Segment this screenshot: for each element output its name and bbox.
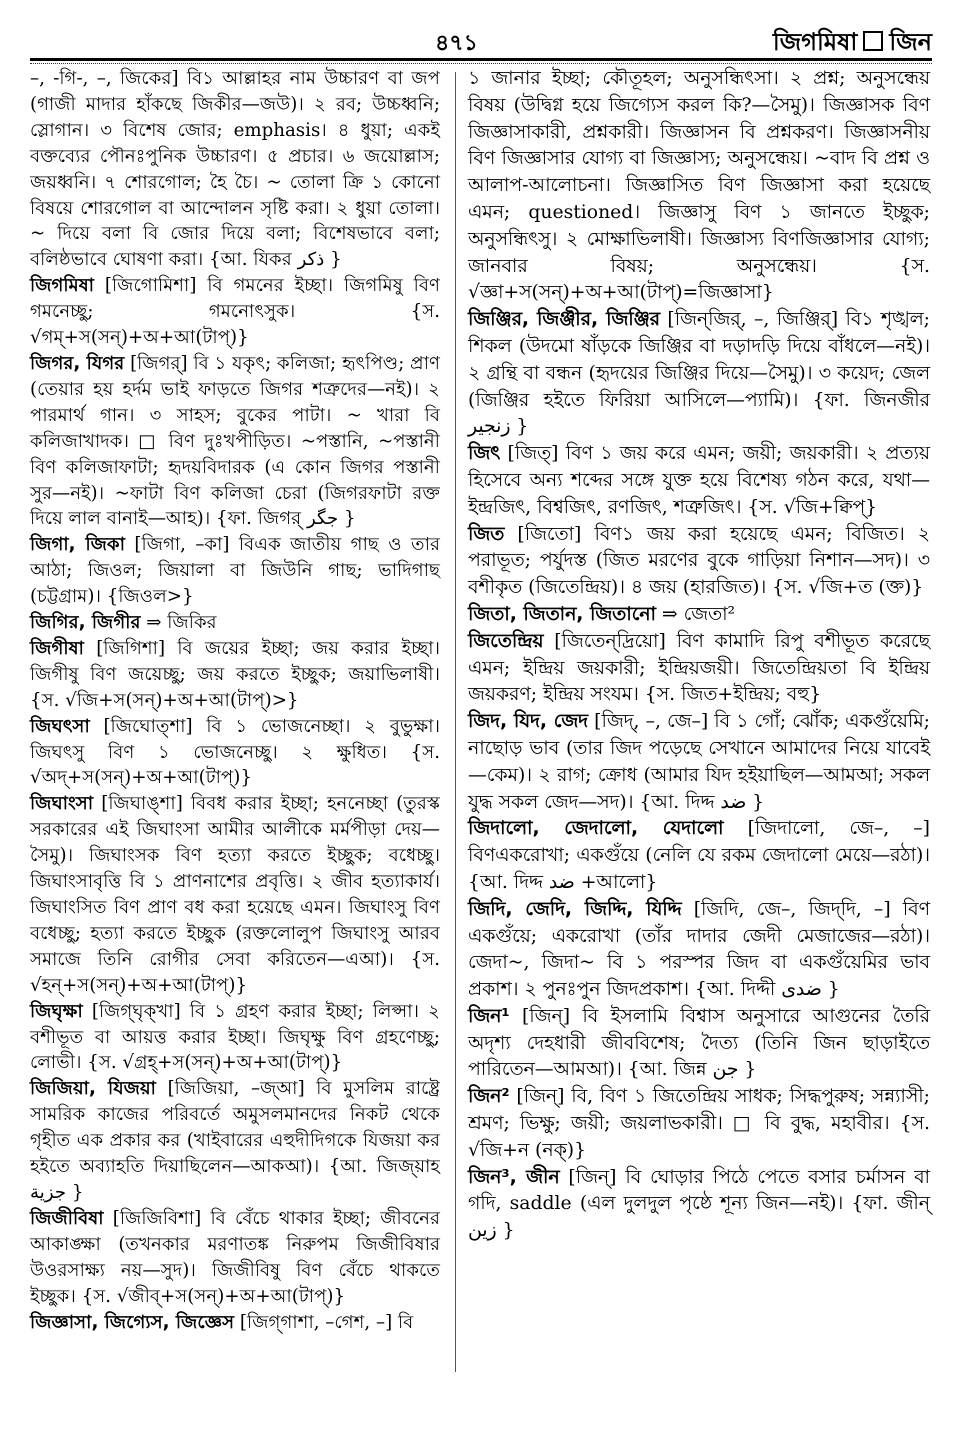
entry-definition: [জিতেন্‌দ্রিয়ো] বিণ কামাদি রিপু বশীভূত করেছে এমন; ইন্দ্রিয় জয়কারী; ইন্দ্রিয়জয়ী। জিতেন্দ্রিয়তা বি ইন্দ্রিয় জয়করণ; ইন্দ্রিয় সংযম। {স. জিত+ইন্দ্রিয়; বহু}: [468, 630, 930, 706]
dictionary-entry: [30, 351, 440, 532]
page-header: [30, 22, 932, 62]
entry-headword: জিঘাংসা: [30, 793, 94, 815]
entry-headword: জিৎ: [468, 443, 501, 465]
entry-headword: জিন³, জীন: [468, 1166, 560, 1188]
entry-definition: [জিন্‌জির্, –, জিঞ্জির্] বি১ শৃঙ্খল; শিকল (উদমো ষাঁড়কে জিঞ্জির বা দড়াদড়ি দিয়ে বাঁধলে—নই)। ২ গ্রন্থি বা বন্ধন (হৃদয়ের জিঞ্জির দিয়ে—সৈমু)। ৩ কয়েদ; জেল (জিঞ্জির হইতে ফিরিয়া আসিলে—প্যামি)। {ফা. জিনজীর زنجير }: [468, 309, 930, 438]
entry-definition: –, -গি-, –, জিকের] বি১ আল্লাহর নাম উচ্চারণ বা জপ (গাজী মাদার হাঁকছে জিকীর—জউ)। ২ রব; উচ্চধ্বনি; স্লোগান। ৩ বিশেষ জোর; emphasis। ৪ ধুয়া; একই বক্তব্যের পৌনঃপুনিক উচ্চারণ। ৫ প্রচার। ৬ জয়োল্লাস; জয়ধ্বনি। ৭ শোরগোল; হৈ চৈ। ~ তোলা ক্রি ১ কোনো বিষয়ে শোরগোল বা আন্দোলন সৃষ্টি করা। ২ ধুয়া তোলা। ~ দিয়ে বলা বি জোর দিয়ে বলা; বিশেষভাবে বলা; বলিষ্ঠভাবে ঘোষণা করা। {আ. যিকর ذكر }: [30, 68, 440, 271]
entry-definition: [জিঘাঙ্শা] বিবধ করার ইচ্ছা; হননেচ্ছা (তুরস্ক সরকারের এই জিঘাংসা আমীর আলীকে মর্মপীড়া দেয়—সৈমু)। জিঘাংসক বিণ হত্যা করতে ইচ্ছুক; বধেচ্ছু। জিঘাংসাবৃত্তি বি ১ প্রাণনাশের প্রবৃত্তি। ২ জীব হত্যাকার্য। জিঘাংসিত বিণ প্রাণ বধ করা হয়েছে এমন। জিঘাংসু বিণ বধেচ্ছু; হত্যা করতে ইচ্ছুক (রক্তলোলুপ জিঘাংসু আরব সমাজে তিনি রোগীর সেবা করিতেন—এআ)। {স. √হন্+স(সন্)+অ+আ(টাপ্)}: [30, 793, 440, 996]
entry-headword: জিজীবিষা: [30, 1207, 104, 1229]
entry-definition: [জিজিয়া, –জ্‌আ] বি মুসলিম রাষ্ট্রে সামরিক কাজের পরিবর্তে অমুসলমানদের নিকট থেকে গৃহীত এক প্রকার কর (খাইবারের এহুদীদিগকে যিজয়া কর হইতে অব্যাহতি দিয়াছিলেন—আকআ)। {আ. জিজ্‌য়াহ جزية }: [30, 1078, 440, 1203]
entry-definition: [জিদি, জে–, জিদ্‌দি, –] বিণ একগুঁয়ে; একরোখা (তাঁর দাদার জেদী মেজাজের—রঠা)। জেদা~, জিদা~ বি ১ পরস্পর জিদ বা একগুঁয়েমির ভাব প্রকাশ। ২ পুনঃপুন জিদপ্রকাশ। {আ. দিদ্দী ضدى }: [468, 898, 930, 1001]
dictionary-entry: [468, 897, 930, 1004]
dictionary-entry: [30, 532, 440, 610]
entry-definition: [জিন্] বি, বিণ ১ জিতেন্দ্রিয় সাধক; সিদ্ধপুরুষ; সন্ন্যাসী; শ্রমণ; ভিক্ষু; জয়ী; জয়লাভকারী। □ বি বুদ্ধ, মহাবীর। {স. √জি+ন (নক্)}: [468, 1086, 930, 1161]
dictionary-entry: [468, 441, 930, 521]
entry-headword: জিতা, জিতান, জিতানো: [468, 603, 656, 625]
entry-definition: ⇒ জিকির: [146, 612, 217, 634]
page-number: ৪৭১: [435, 31, 478, 56]
header-rule: [30, 58, 932, 61]
entry-definition: ⇒ জেতা²: [661, 603, 736, 625]
dictionary-entry: [30, 66, 440, 273]
dictionary-entry: [468, 602, 930, 629]
column-divider: [455, 72, 456, 1372]
dictionary-entry: [468, 66, 930, 307]
entry-definition: [জিদালো, জে–, –] বিণএকরোখা; একগুঁয়ে (নেলি যে রকম জেদালো মেয়ে—রঠা)। {আ. দিদ্দ ضد +আলো}: [468, 818, 930, 893]
dictionary-entry: [30, 1206, 440, 1310]
right-column: [468, 66, 930, 1245]
entry-definition: [জিতো] বিণ১ জয় করা হয়েছে এমন; বিজিত। ২ পরাভূত; পর্যুদস্ত (জিত মরণের বুকে গাড়িয়া নিশান—সদ)। ৩ বশীকৃত (জিতেন্দ্রিয়)। ৪ জয় (হারজিত)। {স. √জি+ত (ক্ত)}: [468, 523, 930, 599]
entry-headword: জিগর, যিগর: [30, 352, 125, 374]
dictionary-entry: [30, 791, 440, 998]
dictionary-entry: [30, 273, 440, 351]
entry-headword: জিজ্ঞাসা, জিগ্যেস, জিজ্ঞেস: [30, 1311, 235, 1333]
entry-definition: ১ জানার ইচ্ছা; কৌতূহল; অনুসন্ধিৎসা। ২ প্রশ্ন; অনুসন্ধেয় বিষয় (উদ্বিগ্ন হয়ে জিগ্যেস করল কি?—সৈমু)। জিজ্ঞাসক বিণ জিজ্ঞাসাকারী, প্রশ্নকারী। জিজ্ঞাসন বি প্রশ্নকরণ। জিজ্ঞাসনীয় বিণ জিজ্ঞাসার যোগ্য বা জিজ্ঞাস্য; অনুসন্ধেয়। ~বাদ বি প্রশ্ন ও আলাপ-আলোচনা। জিজ্ঞাসিত বিণ জিজ্ঞাসা করা হয়েছে এমন; questioned। জিজ্ঞাসু বিণ ১ জানতে ইচ্ছুক; অনুসন্ধিৎসু। ২ মোক্ষাভিলাষী। জিজ্ঞাস্য বিণজিজ্ঞাসার যোগ্য; জানবার বিষয়; অনুসন্ধেয়। {স. √জ্ঞা+স(সন্)+অ+আ(টাপ্)=জিজ্ঞাসা}: [468, 68, 930, 304]
entry-headword: জিত: [468, 523, 505, 545]
entry-headword: জিন²: [468, 1086, 510, 1108]
entry-definition: [জিগা, –কা] বিএক জাতীয় গাছ ও তার আঠা; জিওল; জিয়ালা বা জিউনি গাছ; ভাদিগাছ (চট্টগ্রাম)। {জিওল>}: [30, 534, 440, 608]
entry-definition: [জিজিবিশা] বি বেঁচে থাকার ইচ্ছা; জীবনের আকাঙ্ক্ষা (তখনকার মরণাতঙ্ক নিরুপম জিজীবিষার উওরসাক্ষ্য নয়—সুদ)। জিজীবিষু বিণ বেঁচে থাকতে ইচ্ছুক। {স. √জীব্+স(সন্)+অ+আ(টাপ্)}: [30, 1207, 440, 1307]
dictionary-entry: [30, 714, 440, 792]
entry-headword: জিগা, জিকা: [30, 534, 125, 556]
dictionary-entry: [30, 999, 440, 1077]
entry-headword: জিঘৃক্ষা: [30, 1000, 83, 1022]
entry-headword: জিঘৎসা: [30, 715, 90, 737]
header-dotted-rule: [30, 63, 932, 64]
dictionary-entry: [468, 1004, 930, 1084]
entry-definition: [জিত্] বিণ ১ জয় করে এমন; জয়ী; জয়কারী। ২ প্রত্যয় হিসেবে অন্য শব্দের সঙ্গে যুক্ত হয়ে বিশেষ্য গঠন করে, যথা—ইন্দ্রজিৎ, বিশ্বজিৎ, রণজিৎ, শত্রুজিৎ। {স. √জি+ক্বিপ্}: [468, 443, 930, 518]
entry-headword: জিঞ্জির, জিঞ্জীর, জিঞ্জির: [468, 309, 660, 331]
dictionary-entry: [468, 522, 930, 602]
entry-headword: জিগমিষা: [30, 275, 94, 297]
entry-definition: [জিঘোত্শা] বি ১ ভোজনেচ্ছা। ২ বুভুক্ষা। জিঘৎসু বিণ ১ ভোজনেচ্ছু। ২ ক্ষুধিত। {স. √অদ্+স(সন্)+অ+আ(টাপ্)}: [30, 715, 440, 789]
entry-headword: জিদ, যিদ, জেদ: [468, 711, 589, 733]
entry-definition: [জিগোমিশা] বি গমনের ইচ্ছা। জিগমিষু বিণ গমনেচ্ছু; গমনোৎসুক। {স. √গম্+স(সন্)+অ+আ(টাপ্)}: [30, 275, 440, 349]
dictionary-entry: [30, 1076, 440, 1206]
entry-definition: [জিন্] বি ইসলামি বিশ্বাস অনুসারে আগুনের তৈরি অদৃশ্য দেহধারী জীববিশেষ; দৈত্য (তিনি জিন ছাড়াইতে পারিতেন—আমআ)। {আ. জিন্ন جن }: [468, 1005, 930, 1081]
separator-box-icon: [863, 31, 883, 51]
entry-definition: [জিগর্] বি ১ যকৃৎ; কলিজা; হৃৎপিণ্ড; প্রাণ (তেয়ার হয় হর্দম ভাই ফাড়তে জিগর শত্রুদের—নই)। ২ পারমার্থ গান। ৩ সাহস; বুকের পাটা। ~ খারা বি কলিজাখাদক। □ বিণ দুঃখপীড়িত। ~পস্তানি, ~পস্তানী বিণ কলিজাফাটা; হৃদয়বিদারক (এ কোন জিগর পস্তানী সুর—নই)। ~ফাটা বিণ কলিজা চেরা (জিগরফাটা রক্ত দিয়ে লাল বানাই—আহ)। {ফা. জিগর্ جگر }: [30, 352, 440, 530]
guide-word-first: জিগমিষা: [772, 28, 858, 56]
dictionary-entry: [468, 1084, 930, 1164]
dictionary-entry: [468, 709, 930, 816]
dictionary-entry: [468, 816, 930, 896]
entry-headword: জিদালো, জেদালো, যেদালো: [468, 818, 724, 840]
entry-definition: [জিগিশা] বি জয়ের ইচ্ছা; জয় করার ইচ্ছা। জিগীষু বিণ জয়েচ্ছু; জয় করতে ইচ্ছুক; জয়াভিলাষী। {স. √জি+স(সন্)+অ+আ(টাপ্)>}: [30, 637, 440, 711]
entry-headword: জিগীষা: [30, 637, 84, 659]
entry-headword: জিদি, জেদি, জিদ্দি, যিদ্দি: [468, 898, 682, 920]
dictionary-entry: [30, 1310, 440, 1336]
guide-word-last: জিন: [889, 28, 932, 56]
entry-definition: [জিদ্, –, জে–] বি ১ গোঁ; ঝোঁক; একগুঁয়েমি; নাছোড় ভাব (তার জিদ পড়েছে সেখানে আমাদের নিয়ে যাবেই—কেম)। ২ রাগ; ক্রোধ (আমার যিদ হইয়াছিল—আমআ; সকল যুদ্ধ সকল জেদ—সদ)। {আ. দিদ্দ ضد }: [468, 711, 930, 813]
entry-definition: [জিগ্‌ঘৃক্‌খা] বি ১ গ্রহণ করার ইচ্ছা; লিপ্সা। ২ বশীভূত বা আয়ত্ত করার ইচ্ছা। জিঘৃক্ষু বিণ গ্রহণেচ্ছু; লোভী। {স. √গ্রহ্+স(সন্)+অ+আ(টাপ্)}: [30, 1000, 440, 1074]
entry-definition: [জিন্] বি ঘোড়ার পিঠে পেতে বসার চর্মাসন বা গদি, saddle (এল দুলদুল পৃষ্ঠে শূন্য জিন—নই)। {ফা. জীন্ زين }: [468, 1166, 930, 1242]
dictionary-entry: [468, 629, 930, 709]
entry-headword: জিন¹: [468, 1005, 510, 1027]
dictionary-entry: [30, 610, 440, 636]
entry-headword: জিগির, জিগীর: [30, 612, 141, 634]
entry-headword: জিতেন্দ্রিয়: [468, 630, 544, 652]
entry-definition: [জিগ্‌গাশা, –গেশ, –] বি: [239, 1311, 414, 1333]
left-column: [30, 66, 440, 1335]
entry-headword: জিজিয়া, যিজয়া: [30, 1078, 156, 1100]
dictionary-entry: [30, 636, 440, 714]
dictionary-entry: [468, 307, 930, 441]
dictionary-entry: [468, 1165, 930, 1245]
